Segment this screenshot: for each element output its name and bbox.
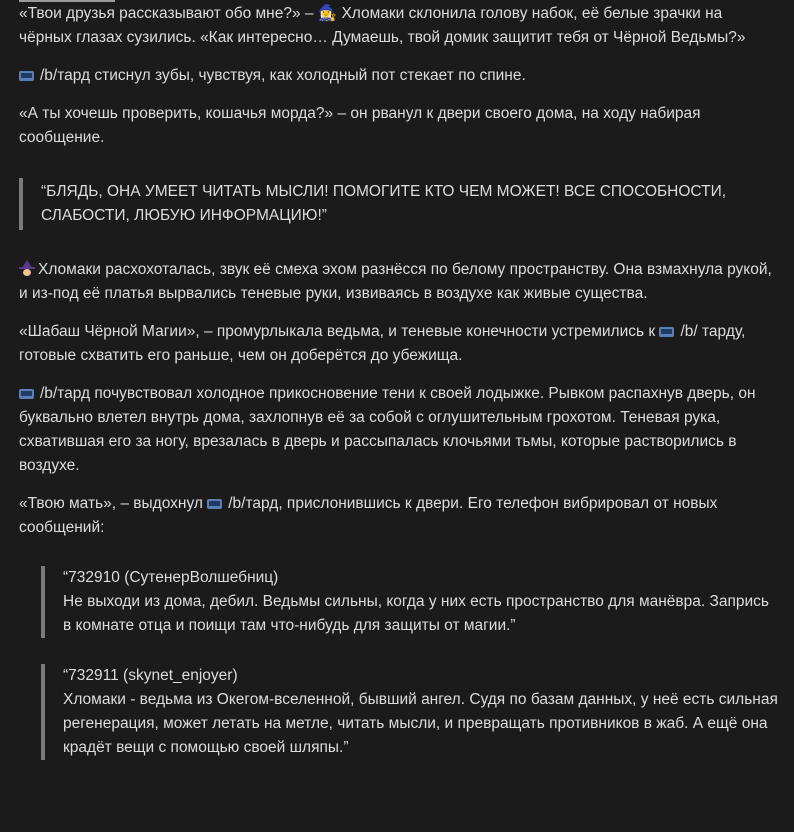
paragraph-5-text-a: «Шабаш Чёрной Магии», – промурлыкала ведьма, и теневые конечности устремились к [19, 323, 660, 340]
paragraph-7-text-a: «Твою мать», – выдохнул [19, 495, 208, 512]
paragraph-6 [19, 382, 779, 478]
paragraph-5 [19, 320, 779, 368]
witch-icon [19, 260, 35, 276]
paragraph-7-text-b: /b/тард, прислонившись к двери. Его телефон вибрировал от новых сообщений: [19, 495, 718, 536]
laptop-icon [659, 327, 674, 337]
blockquote-message [19, 178, 779, 230]
paragraph-3: «А ты хочешь проверить, кошачья морда?» – он рванул к двери своего дома, на ходу набирая сообщение. [19, 105, 701, 146]
reply-text: Не выходи из дома, дебил. Ведьмы сильны, когда у них есть пространство для манёвра. Запрись в комнате отца и поищи там что-нибудь для защиты от магии.” [63, 593, 769, 634]
reply-text: Хломаки - ведьма из Окегом-вселенной, бывший ангел. Судя по базам данных, у неё есть сильная регенерация, может летать на метле, читать мысли, и превращать противников в жаб. А ещё она крадёт вещи с помощью своей шляпы.” [63, 691, 778, 756]
paragraph-1: «Твои друзья рассказывают обо мне?» – 🧙‍♀️ Хломаки склонила голову набок, её белые зрачки на чёрных глазах сузились. «Как интересно… Думаешь, твой домик защитит тебя от Чёрной Ведьмы?» [19, 5, 746, 46]
blockquote-reply-2 [41, 664, 779, 760]
laptop-icon [19, 71, 34, 81]
paragraph-6-text: /b/тард почувствовал холодное прикосновение тени к своей лодыжке. Рывком распахнув дверь, он буквально влетел внутрь дома, захлопнув её за собой с оглушительным грохотом. Теневая рука, схватившая его за ногу, врезалась в дверь и рассыпалась клочьями тьмы, которые растворились в воздухе. [19, 385, 756, 474]
paragraph-7 [19, 492, 779, 540]
paragraph-4-text: Хломаки расхохоталась, звук её смеха эхом разнёсся по белому пространству. Она взмахнула рукой, и из-под её платья вырвались теневые руки, извиваясь в воздухе как живые существа. [19, 261, 772, 302]
story-content [19, 2, 779, 760]
reply-header: “732910 (СутенерВолшебниц) [63, 569, 279, 586]
paragraph-2-text: /b/тард стиснул зубы, чувствуя, как холодный пот стекает по спине. [40, 67, 526, 84]
blockquote-reply-1 [41, 566, 779, 638]
paragraph-2 [19, 64, 779, 88]
blockquote-text: “БЛЯДЬ, ОНА УМЕЕТ ЧИТАТЬ МЫСЛИ! ПОМОГИТЕ КТО ЧЕМ МОЖЕТ! ВСЕ СПОСОБНОСТИ, СЛАБОСТИ, ЛЮБУЮ ИНФОРМАЦИЮ!” [41, 183, 727, 224]
paragraph-4 [19, 258, 779, 306]
reply-header: “732911 (skynet_enjoyer) [63, 667, 238, 684]
laptop-icon [207, 499, 222, 509]
laptop-icon [19, 389, 34, 399]
paragraph-5-text-b: /b/ тарду, готовые схватить его раньше, чем он доберётся до убежища. [19, 323, 746, 364]
